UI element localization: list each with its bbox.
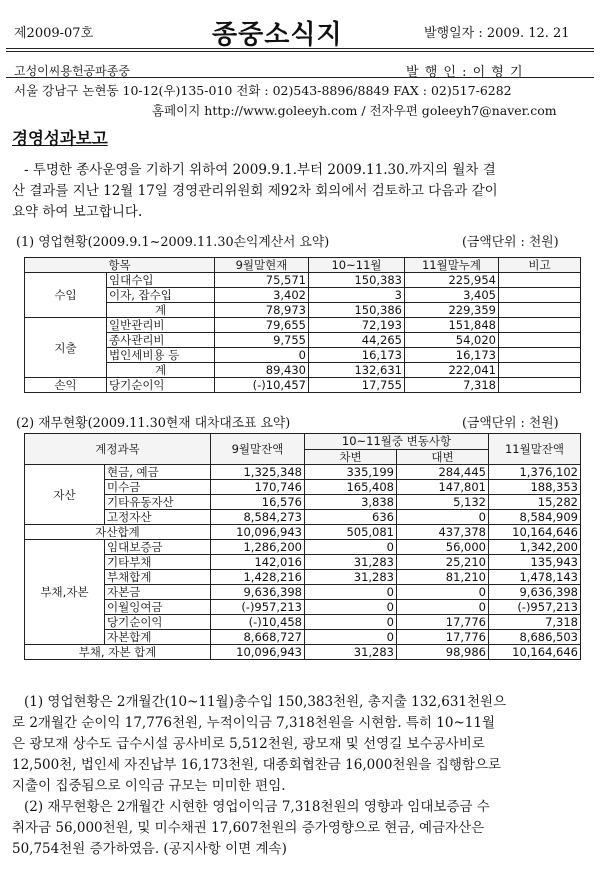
table-row [25, 630, 581, 645]
row-item: 이월잉여금 [105, 600, 211, 615]
table-row [25, 318, 581, 333]
cell-value: 142,016 [211, 555, 305, 570]
organization-name: 고성이씨용헌공파종중 [14, 64, 130, 78]
row-item: 현금, 예금 [105, 465, 211, 480]
row-item: 당기순이익 [107, 378, 215, 393]
cell-value: 17,776 [397, 630, 489, 645]
group-label: 손익 [25, 378, 107, 393]
cell-value: 0 [305, 630, 397, 645]
row-item: 기타유동자산 [105, 495, 211, 510]
row-item: 자산합계 [25, 525, 211, 540]
cell-value: 0 [305, 585, 397, 600]
table-row [25, 555, 581, 570]
cell-value: 335,199 [305, 465, 397, 480]
cell-value: 1,428,216 [211, 570, 305, 585]
col-header-account: 계정과목 [25, 434, 211, 465]
issue-number: 제2009-07호 [14, 26, 94, 41]
cell-value: 9,636,398 [211, 585, 305, 600]
table-row [25, 273, 581, 288]
cell-value: 8,686,503 [489, 630, 581, 645]
table-row [25, 585, 581, 600]
cell-remark [499, 348, 581, 363]
cell-value: 10,096,943 [211, 525, 305, 540]
cell-value: 135,943 [489, 555, 581, 570]
cell-value: 79,655 [215, 318, 309, 333]
col-header-sep: 9월말현재 [215, 258, 309, 273]
row-item: 법인세비용 등 [107, 348, 215, 363]
cell-value: 98,986 [397, 645, 489, 660]
cell-value: 229,359 [405, 303, 499, 318]
table1-title: (1) 영업현황(2009.9.1~2009.11.30손익계산서 요약) [16, 235, 330, 250]
cell-remark [499, 303, 581, 318]
cell-value: 44,265 [309, 333, 405, 348]
row-item: 자본합계 [105, 630, 211, 645]
cell-value: 9,755 [215, 333, 309, 348]
cell-value: 72,193 [309, 318, 405, 333]
intro-line: 요약 하여 보고합니다. [12, 204, 143, 220]
cell-value: 16,173 [309, 348, 405, 363]
cell-value: 151,848 [405, 318, 499, 333]
cell-value: 3,838 [305, 495, 397, 510]
cell-value: 75,571 [215, 273, 309, 288]
cell-value: 16,173 [405, 348, 499, 363]
row-item: 부채합계 [105, 570, 211, 585]
cell-value: 0 [397, 600, 489, 615]
row-item: 이자, 잡수입 [107, 288, 215, 303]
cell-value: 3,402 [215, 288, 309, 303]
header-divider-bottom [6, 51, 594, 52]
cell-value: 54,020 [405, 333, 499, 348]
row-item: 기타부채 [105, 555, 211, 570]
cell-value: 78,973 [215, 303, 309, 318]
header-divider-top [6, 48, 594, 49]
table-row [25, 303, 581, 318]
table2-unit: (금액단위 : 천원) [462, 416, 559, 431]
cell-value: 7,318 [489, 615, 581, 630]
cell-remark [499, 378, 581, 393]
cell-value: 17,755 [309, 378, 405, 393]
cell-value: 147,801 [397, 480, 489, 495]
row-item: 고정자산 [105, 510, 211, 525]
row-item: 당기순이익 [105, 615, 211, 630]
address-line: 서울 강남구 논현동 10-12(우)135-010 전화 : 02)543-8896/8849 FAX : 02)517-6282 [14, 83, 512, 98]
col-header-sep-balance: 9월말잔액 [211, 434, 305, 465]
table-row [25, 540, 581, 555]
cell-value: 150,386 [309, 303, 405, 318]
cell-value: 1,342,200 [489, 540, 581, 555]
website-email: 홈페이지 http://www.goleeyh.com / 전자우편 goleeyh7@naver.com [152, 103, 557, 118]
cell-value: 165,408 [305, 480, 397, 495]
cell-value: 284,445 [397, 465, 489, 480]
cell-value: 0 [397, 510, 489, 525]
cell-value: 132,631 [309, 363, 405, 378]
row-item: 자본금 [105, 585, 211, 600]
cell-value: 0 [305, 540, 397, 555]
cell-value: 7,318 [405, 378, 499, 393]
intro-paragraph [12, 160, 498, 223]
cell-value: 0 [305, 600, 397, 615]
col-header-octnov: 10~11월 [309, 258, 405, 273]
note-line: 취자금 56,000천원, 및 미수채권 17,607천원의 증가영향으로 현금, 예금자산은 [12, 820, 485, 836]
table-row [25, 495, 581, 510]
note-line: (1) 영업현황은 2개월간(10~11월)총수입 150,383천원, 총지출 132,631천원으 [24, 694, 507, 710]
cell-value: 5,132 [397, 495, 489, 510]
group-label: 부채,자본 [25, 540, 105, 645]
intro-line: - 투명한 종사운영을 기하기 위하여 2009.9.1.부터 2009.11.30.까지의 월차 결 [24, 162, 496, 178]
cell-value: 1,286,200 [211, 540, 305, 555]
section-heading: 경영성과보고 [12, 129, 108, 148]
cell-value: 17,776 [397, 615, 489, 630]
cell-value: 170,746 [211, 480, 305, 495]
note-line: 12,500천, 법인세 자진납부 16,173천원, 대종회협찬금 16,000천원을 집행함으로 [12, 757, 502, 773]
cell-value: 81,210 [397, 570, 489, 585]
note-line: 지출이 집중됨으로 이익금 규모는 미미한 편임. [12, 778, 286, 794]
cell-value: 505,081 [305, 525, 397, 540]
row-item: 임대보증금 [105, 540, 211, 555]
table-row [25, 363, 581, 378]
cell-remark [499, 288, 581, 303]
table-row [25, 510, 581, 525]
table-row [25, 570, 581, 585]
group-label: 수입 [25, 273, 107, 318]
cell-value: 1,478,143 [489, 570, 581, 585]
publish-date: 발행일자 : 2009. 12. 21 [424, 26, 570, 41]
cell-value: 10,164,646 [489, 645, 581, 660]
note-line: 로 2개월간 순이익 17,776천원, 누적이익금 7,318천원을 시현함. 특히 10~11월 [12, 715, 495, 731]
org-divider [6, 77, 594, 78]
cell-value: 0 [305, 615, 397, 630]
table-row [25, 333, 581, 348]
cell-value: 31,283 [305, 555, 397, 570]
cell-value: 636 [305, 510, 397, 525]
note-line: 50,754천원 증가하였음. (공지사항 이면 계속) [12, 841, 287, 857]
cell-value: 15,282 [489, 495, 581, 510]
group-label: 자산 [25, 465, 105, 525]
cell-value: (-)957,213 [489, 600, 581, 615]
cell-value: 222,041 [405, 363, 499, 378]
group-label: 지출 [25, 318, 107, 378]
cell-value: 0 [397, 585, 489, 600]
notes-paragraph [12, 692, 507, 860]
table-row [25, 525, 581, 540]
cell-value: 25,210 [397, 555, 489, 570]
col-header-remark: 비고 [499, 258, 581, 273]
table-row [25, 600, 581, 615]
table-row [25, 480, 581, 495]
cell-value: 31,283 [305, 570, 397, 585]
cell-value: 8,584,273 [211, 510, 305, 525]
note-line: 은 광모재 상수도 급수시설 공사비로 5,512천원, 광모재 및 선영길 보수공사비로 [12, 736, 485, 752]
income-table [24, 257, 581, 393]
intro-line: 산 결과를 지난 12월 17일 경영관리위원회 제92차 회의에서 검토하고 다음과 같이 [12, 183, 498, 199]
col-header-item: 항목 [25, 258, 215, 273]
col-header-nov-balance: 11월말잔액 [489, 434, 581, 465]
note-line: (2) 재무현황은 2개월간 시현한 영업이익금 7,318천원의 영향과 임대보증금 수 [24, 799, 490, 815]
row-item: 부채, 자본 합계 [25, 645, 211, 660]
cell-value: 1,325,348 [211, 465, 305, 480]
row-item: 종사관리비 [107, 333, 215, 348]
col-header-credit: 대변 [397, 449, 489, 465]
cell-value: 56,000 [397, 540, 489, 555]
cell-value: 8,668,727 [211, 630, 305, 645]
col-header-total: 11월말누계 [405, 258, 499, 273]
cell-remark [499, 333, 581, 348]
table-row [25, 288, 581, 303]
cell-value: 89,430 [215, 363, 309, 378]
cell-value: 31,283 [305, 645, 397, 660]
row-item: 일반관리비 [107, 318, 215, 333]
cell-value: 10,096,943 [211, 645, 305, 660]
col-header-change: 10~11월중 변동사항 [305, 434, 489, 450]
balance-table [24, 433, 581, 660]
table-row [25, 378, 581, 393]
row-item: 계 [107, 303, 215, 318]
cell-value: 0 [215, 348, 309, 363]
table-row [25, 645, 581, 660]
row-item: 미수금 [105, 480, 211, 495]
cell-value: 9,636,398 [489, 585, 581, 600]
cell-value: 188,353 [489, 480, 581, 495]
table1-unit: (금액단위 : 천원) [462, 235, 559, 250]
publisher: 발 행 인 : 이 형 기 [406, 65, 524, 80]
cell-value: 3,405 [405, 288, 499, 303]
cell-remark [499, 363, 581, 378]
cell-value: 16,576 [211, 495, 305, 510]
cell-value: 10,164,646 [489, 525, 581, 540]
cell-value: 8,584,909 [489, 510, 581, 525]
table-row [25, 465, 581, 480]
cell-value: 225,954 [405, 273, 499, 288]
cell-value: (-)10,457 [215, 378, 309, 393]
table2-title: (2) 재무현황(2009.11.30현재 대차대조표 요약) [16, 416, 291, 431]
cell-value: 1,376,102 [489, 465, 581, 480]
cell-value: 150,383 [309, 273, 405, 288]
table-row [25, 615, 581, 630]
table-row [25, 348, 581, 363]
cell-remark [499, 273, 581, 288]
row-item: 계 [107, 363, 215, 378]
cell-remark [499, 318, 581, 333]
col-header-debit: 차변 [305, 449, 397, 465]
cell-value: (-)957,213 [211, 600, 305, 615]
newsletter-title: 종중소식지 [212, 20, 343, 50]
cell-value: 3 [309, 288, 405, 303]
row-item: 임대수입 [107, 273, 215, 288]
cell-value: 437,378 [397, 525, 489, 540]
cell-value: (-)10,458 [211, 615, 305, 630]
